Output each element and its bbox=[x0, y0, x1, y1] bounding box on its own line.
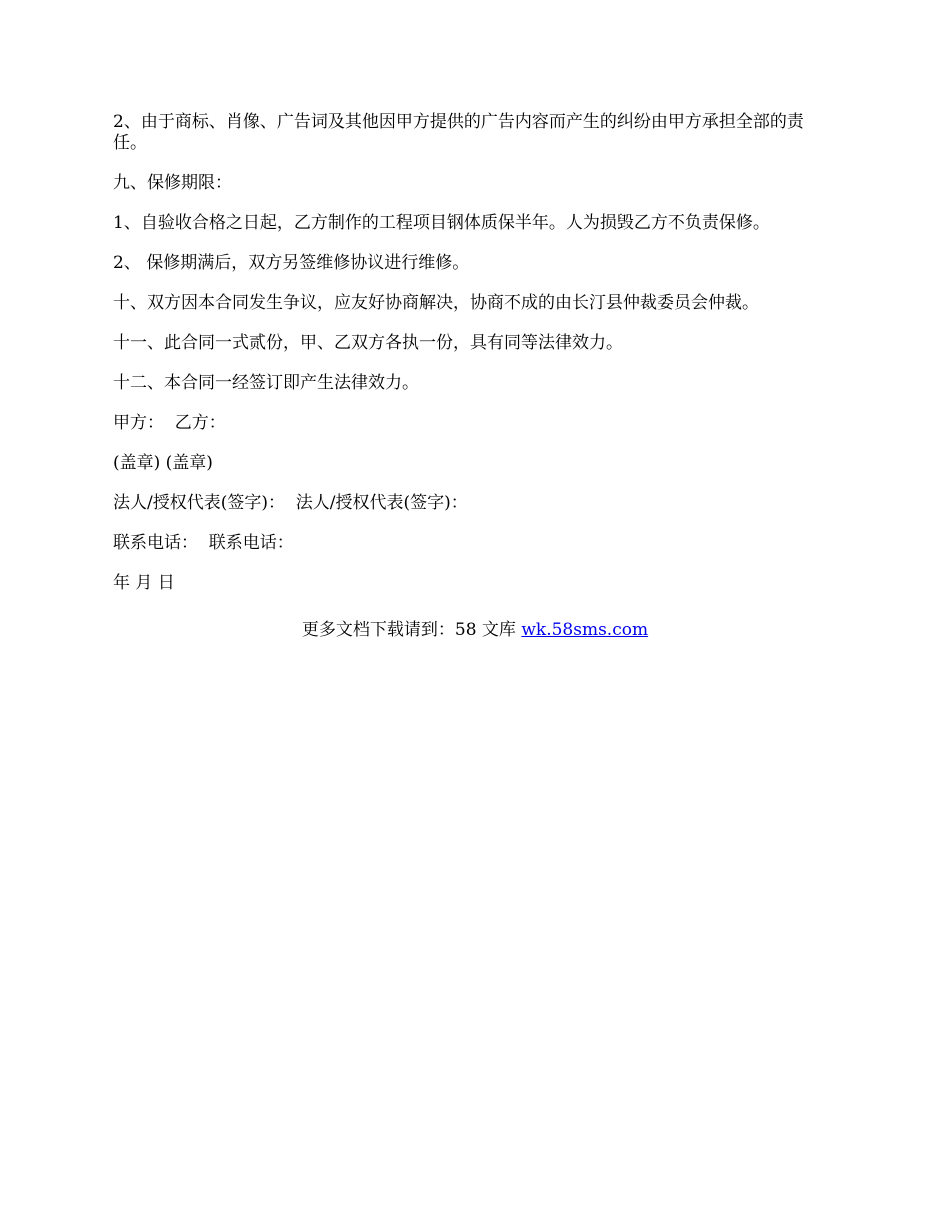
clause-copies: 十一、此合同一式贰份，甲、乙双方各执一份，具有同等法律效力。 bbox=[113, 333, 623, 353]
signature-representatives: 法人/授权代表(签字)： 法人/授权代表(签字)： bbox=[113, 493, 468, 513]
footer-text: 更多文档下载请到：58 文库 bbox=[301, 620, 522, 640]
signature-parties: 甲方： 乙方： bbox=[113, 413, 226, 433]
footer-link[interactable]: wk.58sms.com bbox=[521, 620, 649, 640]
signature-seals: (盖章) (盖章) bbox=[113, 453, 213, 473]
signature-phones: 联系电话： 联系电话： bbox=[113, 533, 294, 553]
clause-effective: 十二、本合同一经签订即产生法律效力。 bbox=[113, 373, 419, 393]
footer bbox=[0, 620, 950, 641]
section-warranty-heading: 九、保修期限： bbox=[113, 173, 232, 193]
clause-dispute-resolution: 十、双方因本合同发生争议，应友好协商解决，协商不成的由长汀县仲裁委员会仲裁。 bbox=[113, 293, 759, 313]
clause-warranty-expiry: 2、 保修期满后，双方另签维修协议进行维修。 bbox=[113, 253, 470, 273]
signature-date: 年 月 日 bbox=[113, 573, 175, 593]
document-body bbox=[113, 112, 833, 613]
clause-ad-dispute: 2、由于商标、肖像、广告词及其他因甲方提供的广告内容而产生的纠纷由甲方承担全部的责任。 bbox=[113, 112, 804, 153]
clause-warranty-period: 1、自验收合格之日起，乙方制作的工程项目钢体质保半年。人为损毁乙方不负责保修。 bbox=[113, 213, 770, 233]
